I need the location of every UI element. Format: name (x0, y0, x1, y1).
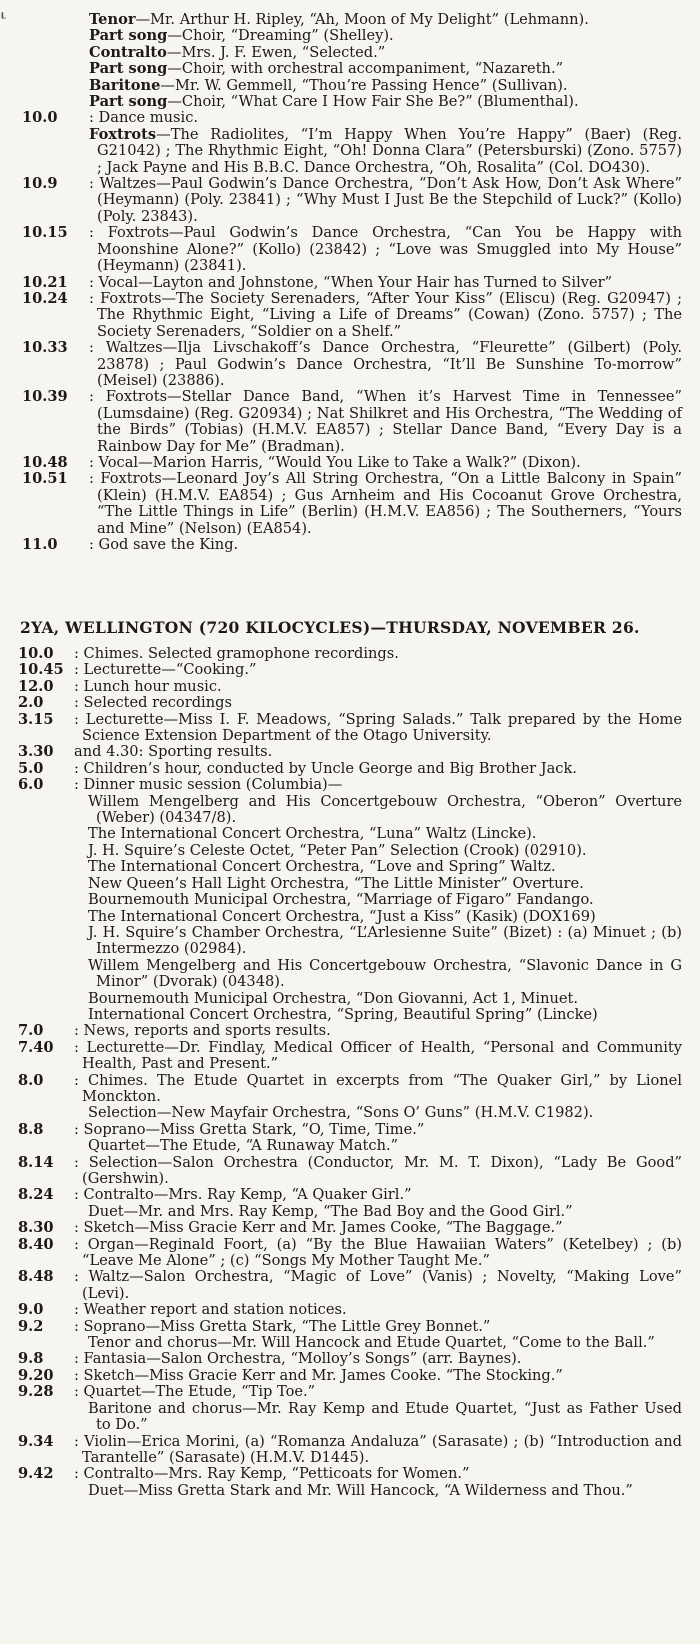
programme-entry (0, 389, 700, 455)
programme-entry (0, 991, 700, 1007)
entry-text: Foxtrots—The Radiolites, “I’m Happy When You’re Happy” (Baer) (Reg. G21042) ; The Rhythmic Eight, “Oh! Donna Clara” (Petersburski) (Zono. 5757) ; Jack Payne and His B.B.C. Dance Orchestra, “Oh, Rosalita” (Col. DO430). (89, 125, 682, 176)
entry-time: 10.0 (22, 109, 58, 127)
programme-entry (0, 537, 700, 553)
entry-category: Part song (89, 60, 168, 78)
programme-entry (0, 1237, 700, 1270)
entry-time: 10.33 (22, 339, 68, 357)
programme-entry (0, 1122, 700, 1138)
entry-time: 9.8 (18, 1350, 44, 1368)
entry-text: : Contralto—Mrs. Ray Kemp, “A Quaker Girl.” (74, 1186, 412, 1204)
programme-entry (0, 1105, 700, 1121)
entry-text: Tenor—Mr. Arthur H. Ripley, “Ah, Moon of My Delight” (Lehmann). (89, 11, 589, 28)
entry-text: : Lecturette—Miss I. F. Meadows, “Spring Salads.” Talk prepared by the Home Science Extension Department of the Otago University. (74, 710, 682, 745)
programme-entry (0, 1138, 700, 1154)
entry-time: 9.0 (18, 1301, 44, 1319)
entry-text: : Weather report and station notices. (74, 1301, 347, 1319)
entry-text: : Foxtrots—The Society Serenaders, “After Your Kiss” (Eliscu) (Reg. G20947) ; The Rhythmic Eight, “Living a Life of Dreams” (Cowan) (Zono. 5757) ; The Society Serenaders, “Soldier on a Shelf.” (89, 289, 682, 340)
programme-entry (0, 958, 700, 991)
entry-time: 9.2 (18, 1317, 44, 1335)
programme-entry (0, 662, 700, 678)
entry-text: : Foxtrots—Paul Godwin’s Dance Orchestra, “Can You be Happy with Moonshine Alone?” (Kollo) (23842) ; “Love was Smuggled into My House” (Heymann) (23841). (89, 224, 682, 275)
entry-time: 8.40 (18, 1235, 54, 1253)
programme-entry (0, 876, 700, 892)
entry-text: Part song—Choir, “What Care I How Fair She Be?” (Blumenthal). (89, 93, 579, 111)
programme-entry (0, 777, 700, 793)
programme-entry (0, 28, 700, 44)
wellington-programme (0, 646, 700, 1499)
programme-entry (0, 1319, 700, 1335)
entry-time: 6.0 (18, 776, 44, 794)
entry-time: 10.45 (18, 661, 64, 679)
entry-text: J. H. Squire’s Chamber Orchestra, “L’Arlesienne Suite” (Bizet) : (a) Minuet ; (b) Intermezzo (02984). (88, 923, 682, 958)
programme-entry (0, 1040, 700, 1073)
programme-entry (0, 646, 700, 662)
entry-time: 10.39 (22, 388, 68, 406)
entry-time: 11.0 (22, 536, 58, 553)
entry-text: Duet—Mr. and Mrs. Ray Kemp, “The Bad Boy and the Good Girl.” (88, 1202, 573, 1220)
station-heading: 2YA, WELLINGTON (720 KILOCYCLES)—THURSDAY, NOVEMBER 26. (20, 618, 640, 637)
entry-text: : Soprano—Miss Gretta Stark, “O, Time, Time.” (74, 1120, 425, 1138)
entry-text: New Queen’s Hall Light Orchestra, “The Little Minister” Overture. (88, 874, 584, 892)
programme-entry (0, 127, 700, 176)
entry-text: The International Concert Orchestra, “Love and Spring” Waltz. (88, 858, 556, 876)
entry-time: 8.0 (18, 1071, 44, 1089)
programme-entry (0, 471, 700, 537)
entry-text: : Children’s hour, conducted by Uncle George and Big Brother Jack. (74, 759, 577, 777)
entry-text: Contralto—Mrs. J. F. Ewen, “Selected.” (89, 43, 386, 61)
programme-entry (0, 61, 700, 77)
entry-time: 8.48 (18, 1268, 54, 1286)
programme-entry (0, 909, 700, 925)
entry-text: : Foxtrots—Leonard Joy’s All String Orchestra, “On a Little Balcony in Spain” (Klein) (H.M.V. EA854) ; Gus Arnheim and His Cocoanut Grove Orchestra, “The Little Things in Life” (Berlin) (H.M.V. EA856) ; The Southerners, “Yours and Mine” (Nelson) (EA854). (89, 470, 682, 537)
entry-text: Part song—Choir, with orchestral accompaniment, “Nazareth.” (89, 60, 564, 78)
programme-entry (0, 1023, 700, 1039)
entry-time: 9.20 (18, 1366, 54, 1384)
entry-text: : Lunch hour music. (74, 677, 222, 695)
entry-text: The International Concert Orchestra, “Just a Kiss” (Kasik) (DOX169) (88, 907, 596, 925)
programme-entry (0, 1155, 700, 1188)
entry-time: 10.0 (18, 645, 54, 662)
entry-text: : Soprano—Miss Gretta Stark, “The Little Grey Bonnet.” (74, 1317, 491, 1335)
programme-entry (0, 340, 700, 389)
entry-time: 3.30 (18, 743, 54, 761)
entry-time: 3.15 (18, 710, 54, 728)
entry-text: : Chimes. Selected gramophone recordings. (74, 645, 399, 662)
entry-text: Baritone and chorus—Mr. Ray Kemp and Etude Quartet, “Just as Father Used to Do.” (88, 1399, 682, 1434)
programme-continued (0, 12, 700, 553)
entry-text: Selection—New Mayfair Orchestra, “Sons O’ Guns” (H.M.V. C1982). (88, 1104, 594, 1122)
entry-text: : Vocal—Layton and Johnstone, “When Your Hair has Turned to Silver” (89, 273, 613, 291)
entry-text: : Vocal—Marion Harris, “Would You Like to Take a Walk?” (Dixon). (89, 453, 581, 471)
entry-time: 8.14 (18, 1153, 54, 1171)
entry-time: 8.30 (18, 1219, 54, 1237)
entry-time: 9.34 (18, 1432, 54, 1450)
entry-text: : Contralto—Mrs. Ray Kemp, “Petticoats for Women.” (74, 1465, 470, 1483)
programme-entry (0, 1269, 700, 1302)
programme-entry (0, 1368, 700, 1384)
entry-time: 7.0 (18, 1022, 44, 1040)
programme-entry (0, 94, 700, 110)
programme-entry (0, 1302, 700, 1318)
programme-entry (0, 1204, 700, 1220)
programme-entry (0, 1187, 700, 1203)
entry-text: : Chimes. The Etude Quartet in excerpts from “The Quaker Girl,” by Lionel Monckton. (74, 1071, 682, 1105)
programme-entry (0, 695, 700, 711)
programme-entry (0, 225, 700, 274)
entry-time: 7.40 (18, 1038, 54, 1056)
entry-text: : Violin—Erica Morini, (a) “Romanza Andaluza” (Sarasate) ; (b) “Introduction and Tarantelle” (Sarasate) (H.M.V. D1445). (74, 1432, 682, 1466)
entry-time: 10.24 (22, 289, 68, 307)
entry-category: Part song (89, 27, 168, 45)
entry-time: 2.0 (18, 694, 44, 712)
programme-entry (0, 1335, 700, 1351)
programme-entry (0, 1007, 700, 1023)
entry-text: : Dinner music session (Columbia)— (74, 776, 343, 794)
programme-entry (0, 826, 700, 842)
entry-text: : Selection—Salon Orchestra (Conductor, Mr. M. T. Dixon), “Lady Be Good” (Gershwin). (74, 1153, 682, 1187)
entry-text: : Sketch—Miss Gracie Kerr and Mr. James Cooke. “The Stocking.” (74, 1366, 563, 1384)
programme-entry (0, 679, 700, 695)
programme-entry (0, 275, 700, 291)
entry-text: : Quartet—The Etude, “Tip Toe.” (74, 1383, 316, 1401)
entry-category: Baritone (89, 76, 161, 94)
entry-text: Willem Mengelberg and His Concertgebouw Orchestra, “Oberon” Overture (Weber) (04347/8). (88, 792, 682, 827)
entry-text: Willem Mengelberg and His Concertgebouw Orchestra, “Slavonic Dance in G Minor” (Dvorak) (04348). (88, 956, 682, 991)
entry-text: Duet—Miss Gretta Stark and Mr. Will Hancock, “A Wilderness and Thou.” (88, 1481, 633, 1499)
programme-entry (0, 892, 700, 908)
entry-text: Tenor and chorus—Mr. Will Hancock and Etude Quartet, “Come to the Ball.” (88, 1334, 655, 1352)
programme-entry (0, 12, 700, 28)
programme-entry (0, 1351, 700, 1367)
entry-time: 8.24 (18, 1186, 54, 1204)
programme-entry (0, 1434, 700, 1467)
programme-entry (0, 712, 700, 745)
programme-entry (0, 176, 700, 225)
programme-entry (0, 843, 700, 859)
margin-mark-icon: ⸤ (0, 0, 8, 21)
entry-text: Quartet—The Etude, “A Runaway Match.” (88, 1137, 399, 1155)
entry-time: 5.0 (18, 759, 44, 777)
entry-category: Tenor (89, 11, 136, 28)
programme-entry (0, 761, 700, 777)
entry-text: : Lecturette—“Cooking.” (74, 661, 257, 679)
entry-category: Contralto (89, 43, 167, 61)
programme-entry (0, 1073, 700, 1106)
entry-time: 9.42 (18, 1465, 54, 1483)
entry-category: Part song (89, 93, 168, 111)
entry-time: 10.15 (22, 224, 68, 242)
programme-entry (0, 1220, 700, 1236)
entry-text: Baritone—Mr. W. Gemmell, “Thou’re Passing Hence” (Sullivan). (89, 76, 568, 94)
programme-entry (0, 78, 700, 94)
entry-text: : Waltzes—Ilja Livschakoff’s Dance Orchestra, “Fleurette” (Gilbert) (Poly. 23878) ; Paul Godwin’s Dance Orchestra, “It’ll Be Sunshine To-morrow” (Meisel) (23886). (89, 339, 682, 389)
entry-time: 10.9 (22, 175, 58, 193)
programme-entry (0, 291, 700, 340)
entry-text: : Waltz—Salon Orchestra, “Magic of Love” (Vanis) ; Novelty, “Making Love” (Levi). (74, 1268, 682, 1302)
entry-text: : Dance music. (89, 109, 199, 127)
entry-text: : Sketch—Miss Gracie Kerr and Mr. James Cooke, “The Baggage.” (74, 1219, 563, 1237)
programme-entry (0, 1384, 700, 1400)
entry-text: : Selected recordings (74, 694, 232, 712)
entry-text: and 4.30: Sporting results. (74, 743, 273, 761)
entry-text: Bournemouth Municipal Orchestra, “Marriage of Figaro” Fandango. (88, 891, 594, 909)
entry-category: Foxtrots (89, 125, 157, 143)
programme-entry (0, 1401, 700, 1434)
entry-time: 9.28 (18, 1383, 54, 1401)
entry-text: : Organ—Reginald Foort, (a) “By the Blue Hawaiian Waters” (Ketelbey) ; (b) “Leave Me Alone” ; (c) “Songs My Mother Taught Me.” (74, 1235, 682, 1270)
entry-text: Bournemouth Municipal Orchestra, “Don Giovanni, Act 1, Minuet. (88, 989, 579, 1007)
entry-time: 10.48 (22, 453, 68, 471)
entry-text: : Fantasia—Salon Orchestra, “Molloy’s Songs” (arr. Baynes). (74, 1350, 522, 1368)
entry-text: International Concert Orchestra, “Spring, Beautiful Spring” (Lincke) (88, 1005, 598, 1023)
entry-time: 12.0 (18, 677, 54, 695)
entry-text: Part song—Choir, “Dreaming” (Shelley). (89, 27, 394, 45)
programme-entry (0, 859, 700, 875)
entry-time: 10.51 (22, 470, 68, 488)
entry-text: : Foxtrots—Stellar Dance Band, “When it’s Harvest Time in Tennessee” (Lumsdaine) (Reg. G20934) ; Nat Shilkret and His Orchestra, “The Wedding of the Birds” (Tobias) (H.M.V. EA857) ; Stellar Dance Band, “Every Day is a Rainbow Day for Me” (Bradman). (89, 388, 682, 455)
entry-time: 10.21 (22, 273, 68, 291)
entry-text: : Lecturette—Dr. Findlay, Medical Officer of Health, “Personal and Community Health, Past and Present.” (74, 1038, 682, 1073)
entry-text: : News, reports and sports results. (74, 1022, 331, 1040)
programme-entry (0, 455, 700, 471)
programme-entry (0, 45, 700, 61)
entry-text: The International Concert Orchestra, “Luna” Waltz (Lincke). (88, 825, 537, 843)
programme-entry (0, 744, 700, 760)
entry-time: 8.8 (18, 1120, 44, 1138)
entry-text: J. H. Squire’s Celeste Octet, “Peter Pan” Selection (Crook) (02910). (88, 841, 587, 859)
entry-text: : God save the King. (89, 536, 239, 553)
programme-entry (0, 1483, 700, 1499)
programme-entry (0, 794, 700, 827)
programme-entry (0, 110, 700, 126)
programme-entry (0, 1466, 700, 1482)
entry-text: : Waltzes—Paul Godwin’s Dance Orchestra, “Don’t Ask How, Don’t Ask Where” (Heymann) (Poly. 23841) ; “Why Must I Just Be the Stepchild of Luck?” (Kollo) (Poly. 23843). (89, 175, 682, 225)
programme-entry (0, 925, 700, 958)
